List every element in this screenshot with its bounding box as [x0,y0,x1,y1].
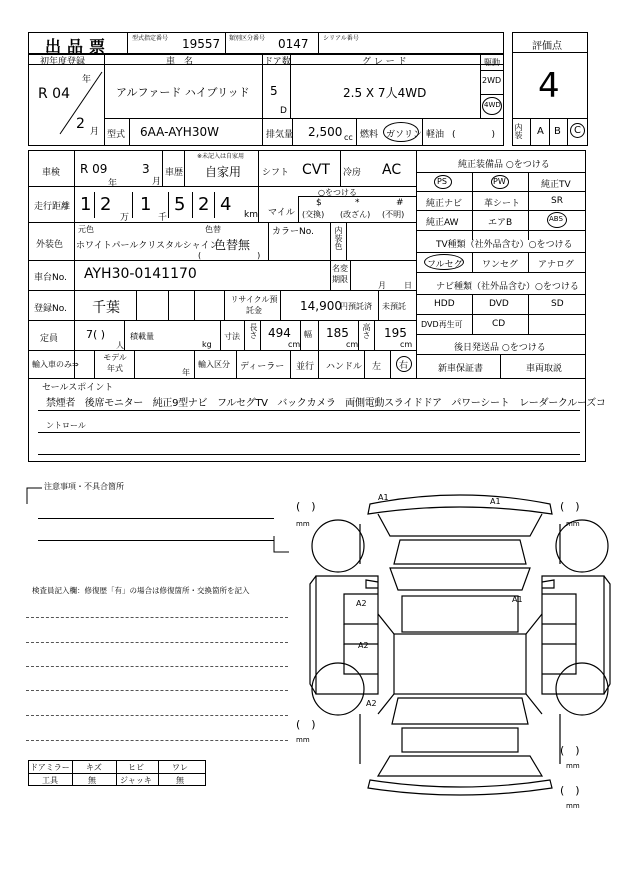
left-steer: 左 [372,362,382,372]
mileage-digit-1: 1 [80,194,92,215]
grade-label: グ レ ー ド [362,57,407,67]
spare-bracket: ( ) [560,784,580,797]
tire-fr-bracket: ( ) [560,500,580,513]
aircon-label: 冷房 [343,168,362,178]
class-no-label: 類別区分番号 [229,35,266,42]
nav-dvd-play: DVD再生可 [421,320,463,329]
interior-a: A [537,126,544,137]
title-month: 月 [378,281,386,290]
color-orig-label: 元色 [78,225,94,234]
nav-cd: CD [492,319,506,329]
drive-2wd: 2WD [482,76,502,85]
mileage-sen: 千 [158,213,168,223]
displacement: 2,500 [308,125,343,139]
shaken-month-suffix: 月 [152,177,162,187]
tools-h3: ヒビ [128,763,144,772]
circle-note: ○をつける [318,188,357,197]
tools-h2: キズ [86,763,102,772]
tools-r2: 無 [88,776,96,785]
history-note: ※未記入は自家用 [197,153,245,160]
mark-a1-front-left: A1 [378,493,389,502]
form-title: 出品票 [45,37,112,56]
car-name-label: 車 名 [166,57,194,67]
equip-airbag: エアB [488,218,513,228]
recycle-not: 未預託 [382,302,406,311]
tools-r4: 無 [176,776,184,785]
shaken-month: 3 [142,162,150,176]
mark-a2-left-door: A2 [356,599,367,608]
length-cm: cm [288,340,301,349]
fuel-gasoline: ガソリン [386,130,423,140]
aircon: AC [382,162,402,178]
dollar-note: (交換) [302,210,325,219]
tools-r1: 工具 [42,776,58,785]
nav-hdd: HDD [434,299,455,309]
person-unit: 人 [116,341,124,350]
recycle-unit: 円預託済 [340,302,372,311]
mark-a1-front-right: A1 [490,497,501,506]
mileage-digit-2: 2 [100,194,112,215]
sales-line-1: 禁煙者 後席モニター 純正9型ナビ フルセグTV バックカメラ 両側電動スライドドア パワーシート レーダークルーズコ [46,398,606,409]
load-label: 積載量 [130,332,154,341]
chassis: AYH30-0141170 [84,266,197,282]
inspector-label: 検査員記入欄：修復歴「有」の場合は修復箇所・交換箇所を記入 [32,586,250,595]
color-change-paren: ( ) [198,251,261,260]
right-steer: 右 [399,361,409,371]
interior-b: B [554,126,561,137]
height-cm: cm [400,340,413,349]
caution-bracket [26,484,290,556]
int-color-label: 内装色 [334,226,343,250]
equip-sr: SR [551,196,563,206]
mark-a2-left-rear-door: A2 [358,641,369,650]
steering-label: ハンドル [326,362,363,372]
reg-pref: 千葉 [92,300,120,316]
color-label: 外装色 [36,240,64,250]
shift: CVT [302,162,330,178]
car-damage-diagram [290,484,630,814]
recycle-label: リサイクル預託金 [230,295,278,315]
mile-label: マイル [268,208,295,218]
equip-leather: 革シート [484,199,521,209]
doors-label: ドア数 [264,57,291,67]
equip-tv: 純正TV [541,180,571,190]
dealer: ディーラー [240,362,285,372]
hash-note: (不明) [382,210,405,219]
length-label: 長さ [249,323,258,339]
equip-pw: PW [493,177,506,186]
model-label: 型式 [107,130,126,140]
tire-rr-bracket: ( ) [560,744,580,757]
class-no: 0147 [278,37,309,51]
tv-title: TV種類（社外品含む）○をつける [436,240,573,250]
first-reg-era: R 04 [38,86,70,102]
mileage-man: 万 [120,213,130,223]
import-label: 輸入車のみ⇒ [32,360,79,369]
drive-label: 駆動 [484,58,500,67]
tv-fullseg: フルセグ [427,260,463,270]
first-reg-month-suffix: 月 [90,127,100,137]
km-unit: km [244,210,258,220]
star-mark: * [355,198,360,208]
width-cm: cm [346,340,359,349]
fuel-diesel: 軽油 [426,130,445,140]
tv-analog: アナログ [538,260,575,270]
model-year-suffix: 年 [182,368,190,377]
star-note: (改ざん) [340,210,371,219]
color-value: ホワイトパールクリスタルシャイン [76,241,219,251]
model-year-label: モデル年式 [103,353,127,373]
sales-label: セールスポイント [42,383,114,393]
tire-rl-bracket: ( ) [296,718,316,731]
capacity: 7( ) [86,328,106,341]
door-type: D [280,106,287,116]
reg-no: 19557 [182,37,221,51]
interior-c: C [574,125,581,136]
color-change: 色替無 [214,238,251,252]
nav-title: ナビ種類（社外品含む）○をつける [436,282,579,292]
reg-no-label: 型式指定番号 [132,35,169,42]
title-change-label: 名変期限 [332,264,348,284]
dims-label: 寸法 [224,332,240,341]
history-label: 車歴 [165,168,184,178]
equip-abs: ABS [549,215,563,223]
mileage-digit-5: 2 [198,194,210,215]
equip-navi: 純正ナビ [426,199,463,209]
chassis-label: 車台No. [34,273,67,283]
tire-fl-bracket: ( ) [296,500,316,513]
kg-unit: kg [202,340,212,349]
title-day: 日 [404,281,412,290]
later-manual: 車両取説 [526,364,563,374]
first-reg-label: 初年度登録 [40,57,86,67]
equip-title: 純正装備品 ○をつける [458,160,550,170]
mileage-label: 走行距離 [34,202,71,212]
mileage-digit-4: 5 [174,194,186,215]
shaken-year-suffix: 年 [108,179,118,189]
equip-ps: PS [437,177,447,186]
width-label: 幅 [304,330,312,339]
tools-h1: ドアミラー [30,763,70,772]
fuel-other: ( ) [452,130,496,140]
first-reg-year-suffix: 年 [82,75,92,85]
color-no-label: カラーNo. [272,227,314,237]
tire-rl-mm: mm [296,736,310,744]
interior-label: 内装 [514,123,523,139]
mileage-digit-3: 1 [140,194,152,215]
tire-fr-mm: mm [566,520,580,528]
parallel: 並行 [296,362,315,372]
length: 494 [268,326,291,340]
dollar-mark: $ [316,198,322,208]
mileage-digit-6: 4 [220,194,232,215]
shaken-era: R 09 [80,162,108,176]
later-warranty: 新車保証書 [438,364,484,374]
later-title: 後日発送品 ○をつける [454,343,546,353]
tools-h4: ワレ [172,763,188,772]
grade: 2.5 X 7人4WD [343,86,427,100]
doors: 5 [270,84,278,98]
recycle: 14,900 [300,299,342,313]
spare-mm: mm [566,802,580,810]
mark-a2-rear-left: A2 [366,699,377,708]
tire-fl-mm: mm [296,520,310,528]
tv-oneseg: ワンセグ [482,260,519,270]
first-reg-month: 2 [76,116,85,132]
hash-mark: # [396,198,404,208]
model: 6AA-AYH30W [140,125,219,139]
import-class-label: 輸入区分 [198,360,230,369]
width: 185 [326,326,349,340]
nav-dvd: DVD [489,299,509,309]
drive-4wd: 4WD [484,101,501,109]
equip-aw: 純正AW [426,218,459,228]
reg-label: 登録No. [34,304,67,314]
height-label: 高さ [362,323,371,339]
history: 自家用 [205,165,242,179]
tools-r3: ジャッキ [120,776,152,785]
height: 195 [384,326,407,340]
shaken-label: 車検 [42,168,61,178]
nav-sd: SD [551,299,564,309]
fuel-label: 燃料 [360,130,379,140]
serial-label: シリアル番号 [323,35,359,42]
score-value: 4 [538,66,560,106]
caution-label: 注意事項・不具合箇所 [44,482,124,491]
car-name: アルファード ハイブリッド [116,86,250,99]
capacity-label: 定員 [40,334,59,344]
cc-unit: cc [344,133,353,142]
shift-label: シフト [262,168,290,178]
tire-rr-mm: mm [566,762,580,770]
score-label: 評価点 [532,41,562,52]
sales-line-2: ントロール [46,421,86,430]
mark-a1-right-door: A1 [512,595,523,604]
displacement-label: 排気量 [266,130,294,140]
color-change-label: 色替 [205,225,221,234]
